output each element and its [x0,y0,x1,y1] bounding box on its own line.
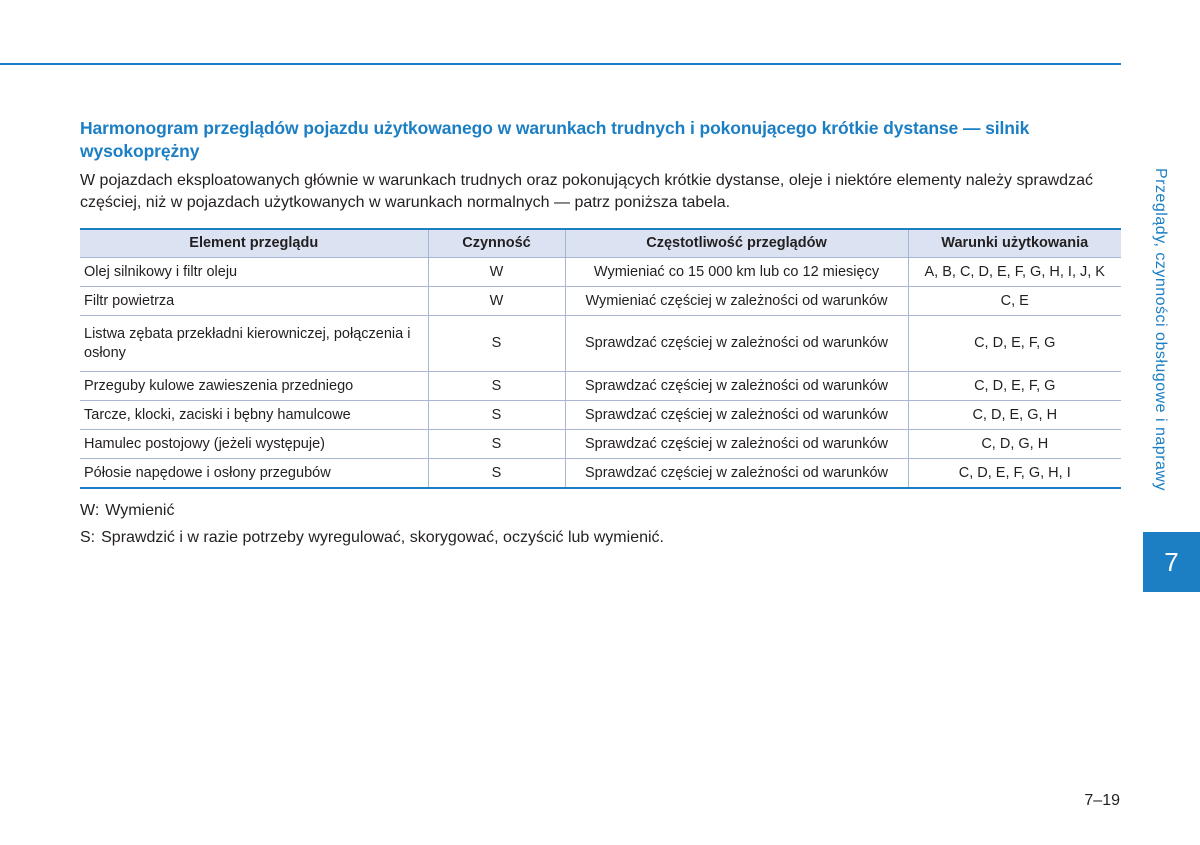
cell-frequency: Sprawdzać częściej w zależności od warunków [565,430,908,459]
cell-action: S [428,401,565,430]
cell-action: S [428,430,565,459]
table-row [80,372,1121,401]
cell-action: W [428,258,565,287]
legend-replace [80,500,174,522]
table-row [80,258,1121,287]
cell-element: Listwa zębata przekładni kierowniczej, połączenia i osłony [80,316,428,372]
cell-element: Półosie napędowe i osłony przegubów [80,459,428,489]
cell-conditions: C, E [908,287,1121,316]
cell-frequency: Wymieniać co 15 000 km lub co 12 miesięcy [565,258,908,287]
cell-conditions: C, D, E, F, G, H, I [908,459,1121,489]
table-header-row [80,229,1121,258]
page-number: 7–19 [1084,792,1120,809]
cell-action: S [428,372,565,401]
cell-conditions: C, D, G, H [908,430,1121,459]
chapter-side-title-text: Przeglądy, czynności obsługowe i naprawy [1152,168,1169,491]
table-row [80,430,1121,459]
chapter-tab: 7 [1143,532,1200,592]
table-row [80,401,1121,430]
cell-action: S [428,459,565,489]
top-rule [0,63,1121,65]
cell-frequency: Sprawdzać częściej w zależności od warunków [565,316,908,372]
table-row [80,459,1121,489]
cell-frequency: Wymieniać częściej w zależności od warunków [565,287,908,316]
legend-inspect-text: Sprawdzić i w razie potrzeby wyregulować, skorygować, oczyścić lub wymienić. [101,529,664,546]
cell-element: Hamulec postojowy (jeżeli występuje) [80,430,428,459]
legend-replace-key: W: [80,502,100,519]
intro-paragraph: W pojazdach eksploatowanych głównie w warunkach trudnych oraz pokonujących krótkie dystanse, oleje i niektóre elementy należy sprawdzać częściej, niż w pojazdach użytkowanych w warunkach normalnych — patrz poniższa tabela. [80,172,1093,211]
table-row [80,287,1121,316]
cell-conditions: C, D, E, F, G [908,316,1121,372]
legend-replace-text: Wymienić [105,502,175,519]
cell-action: S [428,316,565,372]
cell-frequency: Sprawdzać częściej w zależności od warunków [565,372,908,401]
column-header-frequency: Częstotliwość przeglądów [565,229,908,258]
section-title: Harmonogram przeglądów pojazdu użytkowanego w warunkach trudnych i pokonującego krótkie dystanse — silnik wysokoprężny [80,118,1030,161]
cell-element: Tarcze, klocki, zaciski i bębny hamulcowe [80,401,428,430]
column-header-element: Element przeglądu [80,229,428,258]
cell-frequency: Sprawdzać częściej w zależności od warunków [565,459,908,489]
legend-inspect-key: S: [80,529,96,546]
cell-frequency: Sprawdzać częściej w zależności od warunków [565,401,908,430]
cell-conditions: A, B, C, D, E, F, G, H, I, J, K [908,258,1121,287]
cell-action: W [428,287,565,316]
cell-element: Olej silnikowy i filtr oleju [80,258,428,287]
maintenance-schedule-table [80,228,1121,489]
column-header-action: Czynność [428,229,565,258]
table-row [80,316,1121,372]
legend-inspect [80,527,664,549]
column-header-conditions: Warunki użytkowania [908,229,1121,258]
cell-conditions: C, D, E, F, G [908,372,1121,401]
cell-element: Filtr powietrza [80,287,428,316]
cell-element: Przeguby kulowe zawieszenia przedniego [80,372,428,401]
chapter-side-title [1143,150,1200,530]
cell-conditions: C, D, E, G, H [908,401,1121,430]
